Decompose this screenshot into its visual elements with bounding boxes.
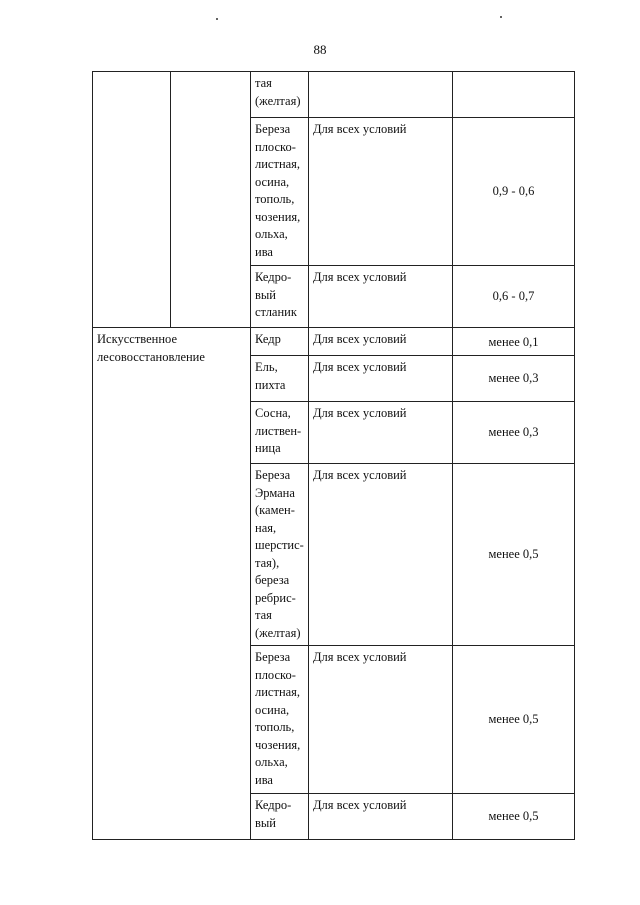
condition-cell: Для всех условий [309,118,453,266]
species-cell: Кедро- вый стланик [251,266,309,328]
condition-cell: Для всех условий [309,646,453,794]
species-cell: Береза плоско- листная, осина, тополь, чозения, ольха, ива [251,118,309,266]
value-cell: менее 0,5 [453,646,575,794]
value-cell [453,72,575,118]
condition-cell: Для всех условий [309,356,453,402]
species-cell: Кедр [251,328,309,356]
species-cell: Береза Эрмана (камен- ная, шерстис- тая), береза ребрис- тая (желтая) [251,464,309,646]
condition-cell: Для всех условий [309,464,453,646]
value-cell: менее 0,5 [453,464,575,646]
value-cell: 0,9 - 0,6 [453,118,575,266]
species-cell: Сосна, листвен- ница [251,402,309,464]
condition-cell: Для всех условий [309,402,453,464]
group-label-cell: Искусственное лесовосстановление [93,328,251,840]
page-number: 88 [313,42,327,57]
empty-cell [171,72,251,328]
species-cell: Ель, пихта [251,356,309,402]
condition-cell: Для всех условий [309,266,453,328]
data-table [92,71,575,840]
condition-cell: Для всех условий [309,794,453,840]
table-row [93,72,575,118]
value-cell: менее 0,3 [453,356,575,402]
value-cell: менее 0,3 [453,402,575,464]
scan-speck [500,16,502,18]
species-cell: Кедро- вый [251,794,309,840]
condition-cell: Для всех условий [309,328,453,356]
species-cell: тая (желтая) [251,72,309,118]
species-cell: Береза плоско- листная, осина, тополь, чозения, ольха, ива [251,646,309,794]
value-cell: 0,6 - 0,7 [453,266,575,328]
condition-cell [309,72,453,118]
value-cell: менее 0,5 [453,794,575,840]
table-row [93,328,575,356]
value-cell: менее 0,1 [453,328,575,356]
scan-speck [216,18,218,20]
empty-cell [93,72,171,328]
